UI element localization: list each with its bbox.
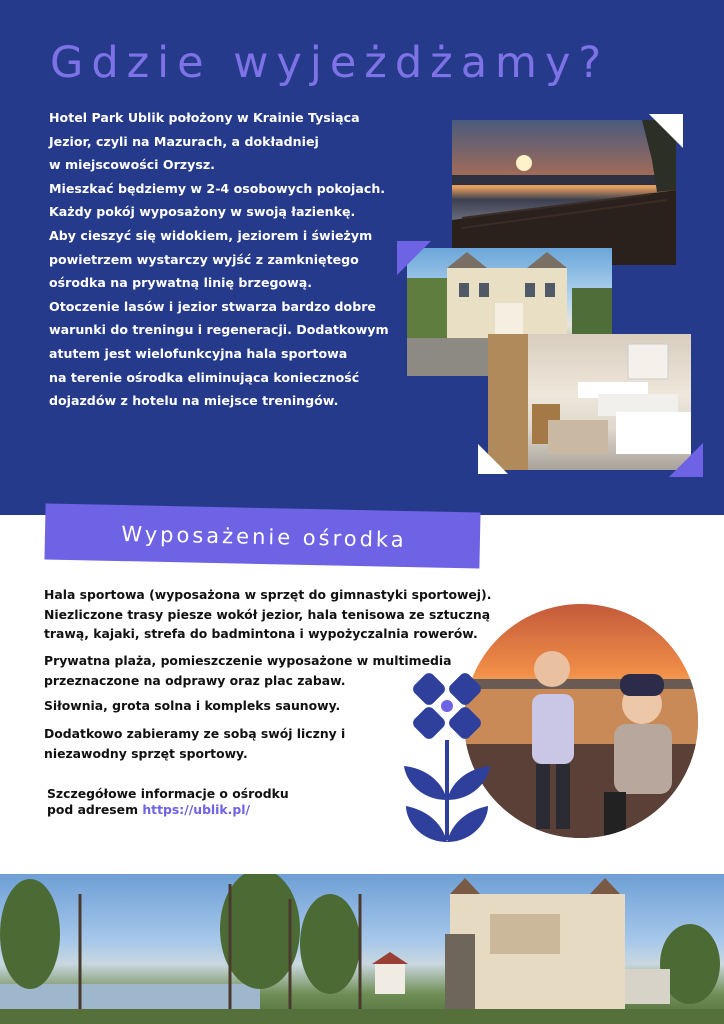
room-photo: [488, 334, 691, 470]
decor-triangle: [669, 443, 703, 477]
contact-line: [47, 802, 289, 818]
text-line: Prywatna plaża, pomieszczenie wyposażone w multimedia: [44, 653, 452, 668]
flower-icon: [402, 670, 492, 845]
intro-line: Jezior, czyli na Mazurach, a dokładniej: [49, 133, 319, 149]
text-line: Dodatkowo zabieramy ze sobą swój liczny i: [44, 726, 346, 741]
text-line: niezawodny sprzęt sportowy.: [44, 745, 248, 761]
intro-line: na terenie ośrodka eliminująca konieczność: [49, 369, 360, 385]
text-line: Niezliczone trasy piesze wokół jezior, hala tenisowa ze sztuczną: [44, 606, 491, 622]
text-line: trawą, kajaki, strefa do badmintona i wypożyczalnia rowerów.: [44, 626, 478, 642]
intro-line: w miejscowości Orzysz.: [49, 157, 215, 173]
text-line: przeznaczone na odprawy oraz plac zabaw.: [44, 672, 346, 688]
decor-triangle: [478, 444, 508, 474]
intro-line: warunki do treningu i regeneracji. Dodatkowym: [49, 322, 389, 338]
website-link[interactable]: https://ublik.pl/: [142, 802, 251, 817]
lake-photo: [452, 120, 676, 265]
equipment-paragraph: [44, 651, 451, 690]
contact-prefix: pod adresem: [47, 802, 143, 817]
section-title: Wyposażenie ośrodka: [121, 522, 407, 552]
equipment-paragraph: [44, 696, 340, 716]
equipment-paragraph: [44, 724, 345, 763]
intro-line: Aby cieszyć się widokiem, jeziorem i świeżym: [49, 227, 373, 243]
intro-line: Mieszkać będziemy w 2-4 osobowych pokojach.: [49, 180, 386, 196]
intro-line: atutem jest wielofunkcyjna hala sportowa: [49, 345, 348, 361]
intro-line: ośrodka na prywatną linię brzegową.: [49, 275, 313, 291]
intro-line: Otoczenie lasów i jezior stwarza bardzo dobre: [49, 298, 376, 314]
decor-triangle: [649, 114, 683, 148]
kids-photo: [464, 604, 698, 838]
text-line: Hala sportowa (wyposażona w sprzęt do gimnastyki sportowej).: [44, 587, 492, 602]
decor-triangle: [397, 241, 431, 275]
intro-line: Każdy pokój wyposażony w swoją łazienkę.: [49, 204, 356, 220]
text-line: Siłownia, grota solna i kompleks saunowy.: [44, 698, 341, 713]
contact-line: Szczegółowe informacje o ośrodku: [47, 786, 289, 801]
intro-text: [49, 106, 399, 413]
page-title: Gdzie wyjeżdżamy?: [50, 38, 610, 88]
intro-line: powietrzem wystarczy wyjść z zamkniętego: [49, 251, 359, 267]
equipment-paragraph: [44, 585, 491, 644]
intro-line: Hotel Park Ublik położony w Krainie Tysiąca: [49, 110, 360, 125]
contact-info: [47, 786, 289, 818]
intro-line: dojazdów z hotelu na miejsce treningów.: [49, 393, 339, 409]
panorama-photo: [0, 874, 724, 1024]
